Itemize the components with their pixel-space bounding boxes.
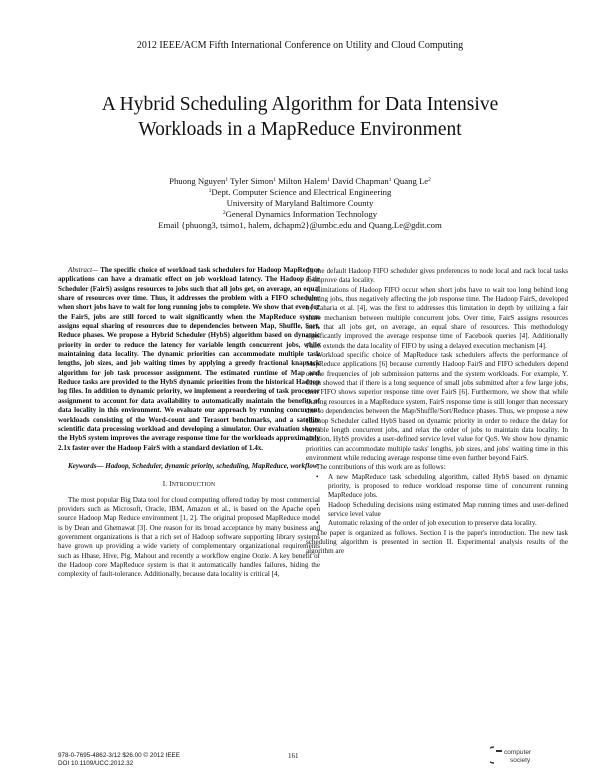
intro-paragraph-1: The most popular Big Data tool for cloud computing offered today by most commercial providers such as Microsoft, Oracle, IBM, Amazon et al., is based on the Apache open source Hadoop Map Reduce environment [1, 2]. The original proposed MapReduce model is by Dean and Ghemawat [3]. One reason for its broad acceptance by many business and government organizations is that a rich set of Hadoop software supporting library systems have grown up providing a wide variety of complementary organizational requirements such as Hbase, Hive, Pig, Mahout and recently a workflow engine Oozie. A key benefit of the Hadoop core MapReduce system is that it automatically handles failures, hiding the complexity of fault-tolerance. Additionally, because data locality is critical [4, (58, 495, 320, 579)
author-name: Tyler Simon (230, 176, 274, 186)
author-name: Phuong Nguyen (169, 176, 226, 186)
page-number: 161 (288, 752, 299, 760)
paragraph-continued: 5], the default Hadoop FIFO scheduler gives preferences to node local and rack local tasks to improve data locality. (306, 267, 568, 285)
copyright-footer (58, 752, 558, 768)
paper-title (40, 92, 560, 142)
logo-text-line-2: society (510, 757, 531, 764)
list-item: • Automatic relaxing of the order of job execution to preserve data locality. (328, 519, 568, 528)
right-column (306, 267, 568, 557)
paragraph-fifo-limitations: Limitations of Hadoop FIFO occur when short jobs have to wait too long behind long running jobs, thus negatively affecting the job response time. The Hadoop FairS, developed by Zaharia et al. [4], was the first to addresses this limitation in depth by utilizing a fair share mechanism between multiple concurrent jobs. Over time, FairS assigns resources such that all jobs get, on average, an equal share of resources. This methodology significantly improved the average response time of Facebook queries [4]. Additionally FairS extends the data locality of FIFO by using a delayed execution mechanism [4]. (306, 285, 568, 350)
author-sup: 1 (273, 177, 276, 183)
author-sup: 1 (225, 177, 229, 183)
author-name: Milton Halem (278, 176, 328, 186)
author-sup: 1 (327, 177, 330, 183)
paragraph-workload-specific: Workload specific choice of MapReduce task schedulers affects the performance of MapReduce applications [6] because currently Hadoop FairS and FIFO schedulers depend on the frequencies of job submission patterns and the system workloads. For example, Y. Chen showed that if there is a long sequence of small jobs submitted after a few large jobs, then FIFO shows superior response time over FairS [6]. Furthermore, we show that while sharing resources in a MapReduce system, FairS response time is still longer than necessary due to dependencies between the Map/Shuffle/Sort/Reduce phases. Thus, we propose a new Hadoop Scheduler called HybS based on dynamic priority in order to reduce the delay for variable length concurrent jobs, and relax the order of jobs to maintain data locality. In addition, HybS provides a user-defined service level value for QoS. We show how dynamic priorities can accommodate multiple tasks' lengths, job sizes, and jobs' waiting time in this environment while reducing average response time even further beyond FairS. (306, 351, 568, 462)
paragraph-organization: The paper is organized as follows. Section I is the paper's introduction. The new task scheduling algorithm is presented in section II. Experimental analysis results of the algorithm are (306, 528, 568, 556)
keywords: Keywords— Hadoop, Scheduler, dynamic priority, scheduling, MapReduce, workflow (68, 461, 318, 470)
paragraph-contributions-intro: The contributions of this work are as follows: (316, 463, 446, 472)
abstract-text: The specific choice of workload task schedulers for Hadoop MapReduce applications can have a dramatic effect on job workload latency. The Hadoop Fair Scheduler (FairS) assigns resources to jobs such that all jobs get, on average, an equal share of resources over time. Thus, it addresses the problem with a FIFO scheduler when short jobs have to wait for long running jobs to complete. We show that even for the FairS, jobs are still forced to wait significantly when the MapReduce system assigns equal sharing of resources due to dependencies between Map, Shuffle, Sort, Reduce phases. We propose a Hybrid Scheduler (HybS) algorithm based on dynamic priority in order to reduce the latency for variable length concurrent jobs, while maintaining data locality. The dynamic priorities can accommodate multiple task lengths, job sizes, and job waiting times by applying a greedy fractional knapsack algorithm for job task processor assignment. The estimated runtime of Map and Reduce tasks are provided to the HybS dynamic priorities from the historical Hadoop log files. In addition to dynamic priority, we implement a reordering of task processor assignment to account for data availability to automatically maintain the benefits of data locality in this environment. We evaluate our approach by running concurrent workloads consisting of the Word-count and Terasort benchmarks, and a satellite scientific data processing workload and developing a simulator. Our evaluation shows the HybS system improves the average response time for the workloads approximately 2.1x faster over the Hadoop FairS with a standard deviation of 1.4x. (58, 266, 320, 452)
computer-society-logo-icon (490, 743, 550, 767)
author-sup: 1 (388, 177, 392, 183)
list-item: • A new MapReduce task scheduling algorithm, called HybS based on dynamic priority, is proposed to reduce workload response time of concurrent running MapReduce jobs. (328, 473, 568, 501)
author-block (0, 176, 600, 231)
list-item: • Hadoop Scheduling decisions using estimated Map running times and user-defined service level value (328, 501, 568, 520)
doi: DOI 10.1109/UCC.2012.32 (58, 760, 134, 768)
title-line-2: Workloads in a MapReduce Environment (138, 119, 462, 140)
contributions-list (306, 473, 568, 529)
conference-header: 2012 IEEE/ACM Fifth International Conference on Utility and Cloud Computing (136, 40, 464, 51)
left-column (58, 266, 320, 580)
isbn-price: 978-0-7695-4862-3/12 $26.00 © 2012 IEEE (58, 752, 180, 759)
abstract (58, 266, 320, 453)
logo-text-line-1: computer (504, 749, 532, 756)
section-heading-introduction: I. INTRODUCTION (162, 480, 216, 489)
affiliation-2: $^2$General Dynamics Information Technology (222, 209, 378, 219)
author-names (0, 176, 600, 187)
logo-arc-icon (490, 747, 494, 763)
abstract-label: Abstract— (68, 266, 99, 274)
affiliation-1: $^1$Dept. Computer Science and Electrical Engineering (208, 187, 392, 197)
author-name: Quang Le (393, 176, 429, 186)
author-sup: 2 (428, 177, 431, 183)
title-line-1: A Hybrid Scheduling Algorithm for Data Intensive (101, 94, 499, 115)
logo-bar-icon (496, 750, 502, 752)
affiliation-1-university: University of Maryland Baltimore County (226, 198, 374, 208)
author-emails: Email {phuong3, tsimo1, halem, dchapm2}@umbc.edu and Quang.Le@gdit.com (158, 220, 442, 230)
author-name: David Chapman (332, 176, 389, 186)
